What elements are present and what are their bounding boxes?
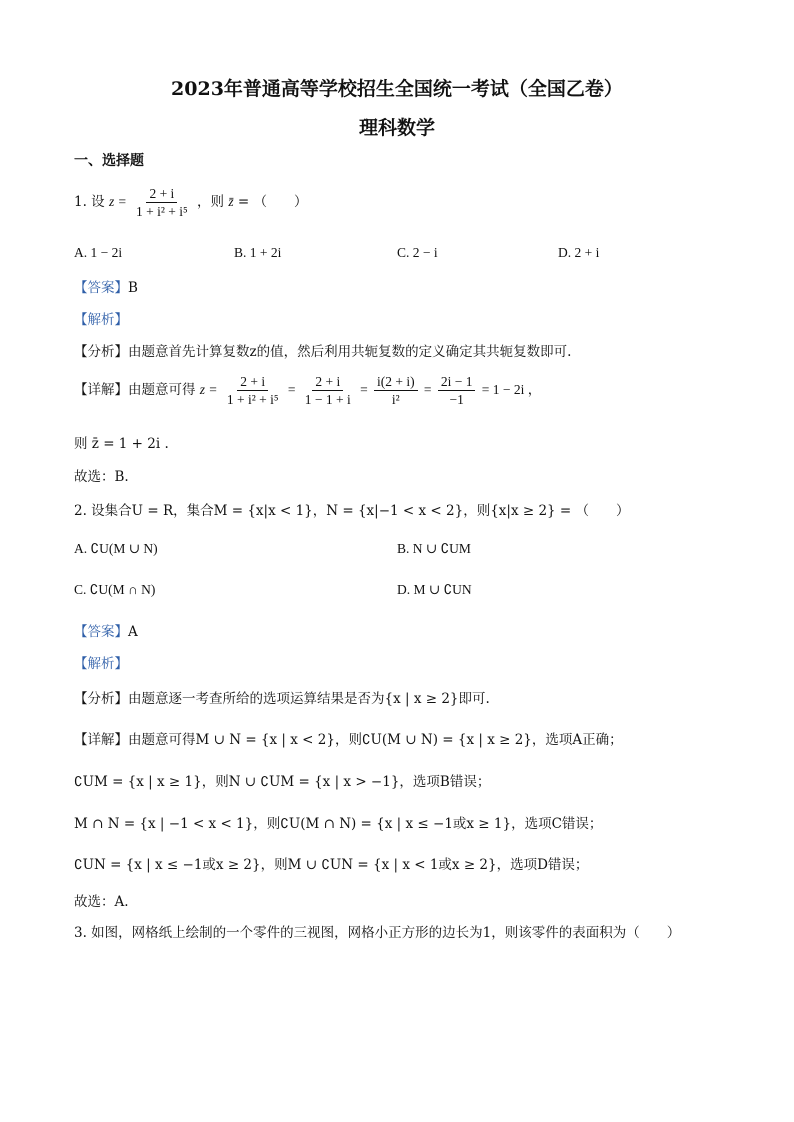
q2-fenxi: 由题意逐一考查所给的选项运算结果是否为{x | x ≥ 2}即可. [128,691,490,707]
q1-xj-result: = 1 − 2i ， [481,382,542,397]
q1-xiangjie-pre: 由题意可得 [128,382,196,398]
q2-fenxi-line [74,687,490,707]
q1-xj-f1-den: 1 + i² + i⁵ [226,392,279,407]
q1-then: ，则 [197,194,225,210]
q1-xj-f3-den: i² [391,392,400,407]
q1-zbar: z̄ [228,194,234,209]
q1-xj-eq1: = [287,382,296,397]
q1-option-c: C. 2 − i [397,245,438,260]
q2-line-3: M ∩ N = {x | −1 < x < 1}，则∁U(M ∩ N) = {x | x ≤ −1或x ≥ 1}，选项C错误； [74,816,603,832]
q1-answer-tag: 【答案】 [74,280,128,296]
q1-xiangjie-tag: 【详解】 [74,382,128,398]
q1-fraction-denominator: 1 + i² + i⁵ [136,204,188,219]
q2-line1: 由题意可得M ∪ N = {x | x < 2}，则∁U(M ∪ N) = {x | x ≥ 2}，选项A正确； [128,732,623,748]
q1-xj-fraction-3 [374,374,418,407]
q1-xj-f3-num: i(2 + i) [374,374,418,391]
q2-fenxi-tag: 【分析】 [74,691,128,707]
q2-answer-line [74,620,138,640]
question-2-stem: 2. 设集合U = R，集合M = {x|x < 1}，N = {x|−1 < x < 2}，则{x|x ≥ 2} = （ ） [74,503,630,519]
question-1-stem [74,186,308,219]
q1-xj-f4-num: 2i − 1 [438,374,476,391]
q1-xiangjie-line [74,374,541,407]
q1-option-b: B. 1 + 2i [234,245,282,260]
q1-fenxi: 由题意首先计算复数z的值，然后利用共轭复数的定义确定其共轭复数即可. [128,344,572,360]
q1-answer: B [128,280,138,296]
q1-xj-eq2: = [360,382,368,397]
q2-answer-tag: 【答案】 [74,624,128,640]
q1-xj-f4-den: −1 [449,392,464,407]
q2-xiangjie-line-1 [74,728,623,748]
q1-answer-line [74,276,138,296]
q1-xj-f2-den: 1 − 1 + i [304,392,351,407]
q1-fenxi-tag: 【分析】 [74,344,128,360]
q1-fraction [133,186,191,219]
q2-option-d: D. M ∪ ∁UN [397,582,472,597]
q1-z-lhs: z = [108,194,127,209]
q1-choose: 故选：B. [74,469,129,485]
question-3-stem: 3. 如图，网格纸上绘制的一个零件的三视图，网格小正方形的边长为1，则该零件的表面积为（ ） [74,925,681,941]
q1-xj-fraction-4 [438,374,476,407]
q2-analysis-tag: 【解析】 [74,656,128,672]
q2-answer: A [128,624,138,640]
q1-fraction-numerator: 2 + i [146,186,177,203]
page-title: 2023年普通高等学校招生全国统一考试（全国乙卷） [171,78,623,100]
q2-line-4: ∁UN = {x | x ≤ −1或x ≥ 2}，则M ∪ ∁UN = {x | x < 1或x ≥ 2}，选项D错误； [74,857,589,873]
section-heading: 一、选择题 [74,153,144,169]
q2-line-2: ∁UM = {x | x ≥ 1}，则N ∪ ∁UM = {x | x > −1}，选项B错误； [74,774,491,790]
q1-xj-fraction-2 [302,374,354,407]
q1-xj-z: z = [199,382,218,397]
page-subtitle: 理科数学 [358,117,435,139]
q1-option-d: D. 2 + i [558,245,600,260]
q1-prefix: 1. 设 [74,194,105,210]
q2-option-b: B. N ∪ ∁UM [397,541,471,556]
q1-fenxi-line [74,340,571,360]
q1-option-a: A. 1 − 2i [74,245,123,260]
q2-xiangjie-tag: 【详解】 [74,732,128,748]
q2-option-c: C. ∁U(M ∩ N) [74,582,156,597]
q1-xj-fraction-1 [224,374,282,407]
q1-then-line: 则 z̄ = 1 + 2i . [74,436,169,452]
q1-analysis-tag: 【解析】 [74,312,128,328]
q2-choose: 故选：A. [74,894,129,910]
q1-xj-f2-num: 2 + i [312,374,343,391]
q2-option-a: A. ∁U(M ∪ N) [74,541,158,556]
q1-xj-f1-num: 2 + i [237,374,268,391]
q1-blank: = （ ） [237,194,308,210]
q1-xj-eq3: = [423,382,432,397]
